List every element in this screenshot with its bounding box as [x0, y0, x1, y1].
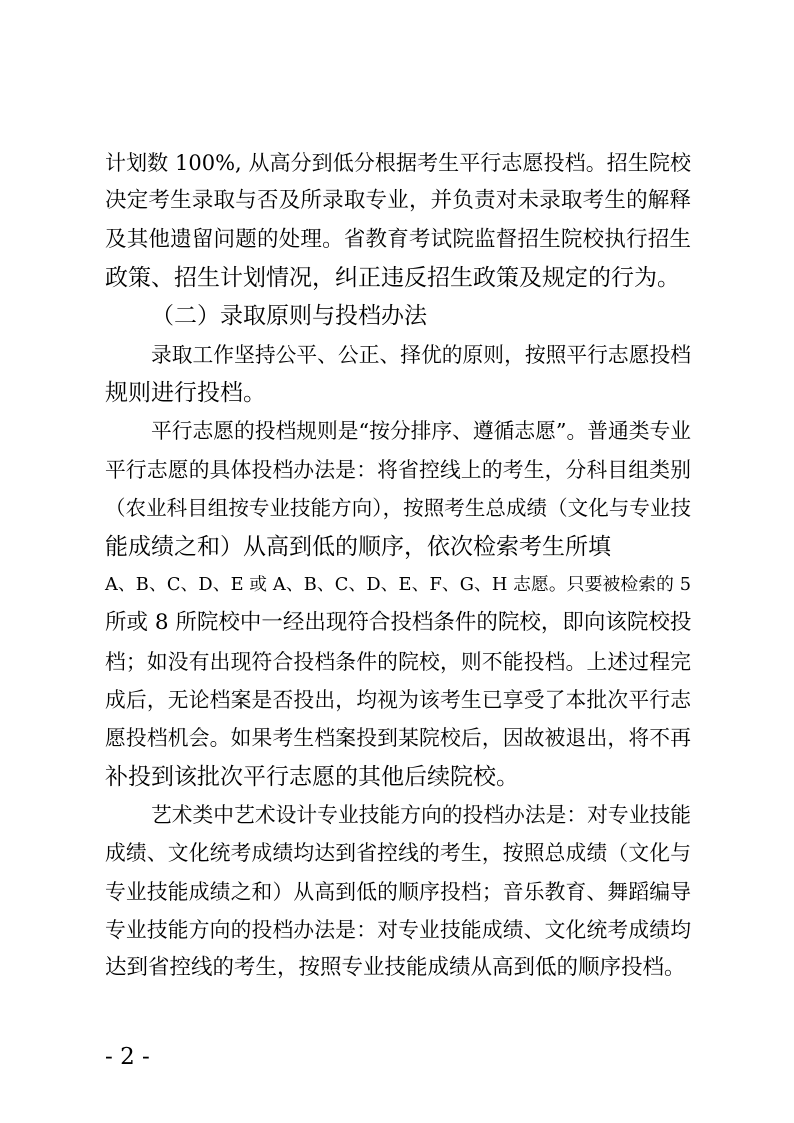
text-line: 平行志愿的投档规则是“按分排序、遵循志愿”。普通类专业 [151, 419, 691, 444]
text-line: 平行志愿的具体投档办法是：将省控线上的考生，分科目组类别 [105, 457, 691, 482]
page-number: - 2 - [105, 1044, 150, 1070]
text-line: 补投到该批次平行志愿的其他后续院校。 [105, 763, 519, 790]
text-line: 决定考生录取与否及所录取专业，并负责对未录取考生的解释 [105, 188, 691, 214]
text-line: 成后，无论档案是否投出，均视为该考生已享受了本批次平行志 [105, 687, 691, 712]
text-line: 愿投档机会。如果考生档案投到某院校后，因故被退出，将不再 [105, 726, 691, 751]
text-line: 艺术类中艺术设计专业技能方向的投档办法是：对专业技能 [151, 802, 691, 827]
text-line: （农业科目组按专业技能方向），按照考生总成绩（文化与专业技 [105, 496, 691, 521]
text-line: 成绩、文化统考成绩均达到省控线的考生，按照总成绩（文化与 [105, 841, 691, 866]
text-line: 录取工作坚持公平、公正、择优的原则，按照平行志愿投档 [151, 342, 691, 367]
text-line: A、B、C、D、E 或 A、B、C、D、E、F、G、H 志愿。只要被检索的 5 [105, 574, 691, 595]
text-line: 计划数 100%, 从高分到低分根据考生平行志愿投档。招生院校 [105, 151, 691, 175]
text-line: 所或 8 所院校中一经出现符合投档条件的院校，即向该院校投 [105, 610, 692, 636]
text-line: 政策、招生计划情况，纠正违反招生政策及规定的行为。 [105, 265, 680, 292]
text-line: 及其他遗留问题的处理。省教育考试院监督招生院校执行招生 [105, 226, 691, 252]
text-line: 档；如没有出现符合投档条件的院校，则不能投档。上述过程完 [105, 649, 691, 674]
text-line: 能成绩之和）从高到低的顺序，依次检索考生所填 [105, 533, 611, 560]
text-line: 达到省控线的考生，按照专业技能成绩从高到低的顺序投档。 [105, 955, 686, 981]
text-line: 专业技能成绩之和）从高到低的顺序投档；音乐教育、舞蹈编导 [105, 879, 691, 904]
text-line: （二）录取原则与投档办法 [151, 303, 427, 330]
text-line: 专业技能方向的投档办法是：对专业技能成绩、文化统考成绩均 [105, 918, 691, 942]
text-line: 规则进行投档。 [105, 380, 266, 407]
